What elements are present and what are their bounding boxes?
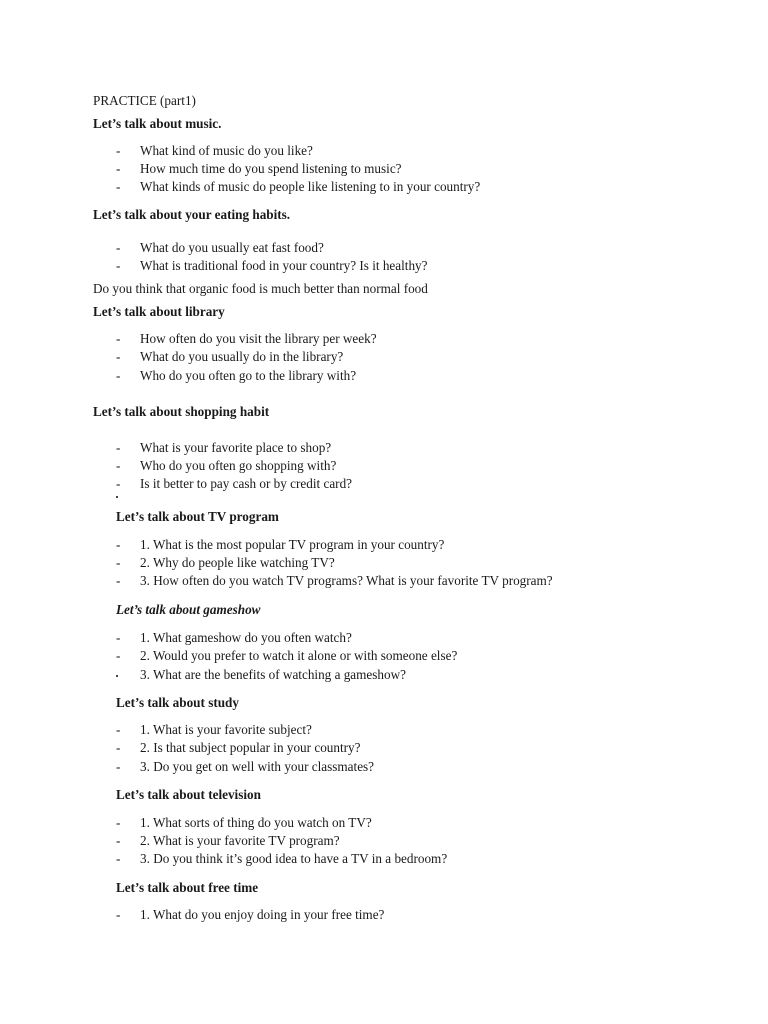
question-item: How much time do you spend listening to music? <box>140 161 402 176</box>
section-heading-music: Let’s talk about music. <box>93 116 222 131</box>
stray-dot-mark <box>116 496 118 498</box>
bullet-dash: - <box>116 573 121 588</box>
question-item: 1. What gameshow do you often watch? <box>140 630 352 645</box>
bullet-dash: - <box>116 349 121 364</box>
bullet-dash: - <box>116 368 121 383</box>
section-heading-free-time: Let’s talk about free time <box>116 880 259 895</box>
bullet-dash: - <box>116 476 121 491</box>
bullet-dash: - <box>116 143 121 158</box>
question-item: 3. How often do you watch TV programs? What is your favorite TV program? <box>140 573 553 588</box>
bullet-dash: - <box>116 458 121 473</box>
question-item: 3. Do you get on well with your classmates? <box>140 759 375 774</box>
bullet-dash: - <box>116 740 121 755</box>
question-item: What kind of music do you like? <box>140 143 313 158</box>
question-item: 1. What do you enjoy doing in your free time? <box>140 907 385 922</box>
bullet-dash: - <box>116 630 121 645</box>
section-heading-library: Let’s talk about library <box>93 304 225 319</box>
question-item: What is traditional food in your country? Is it healthy? <box>140 258 428 273</box>
question-item: 2. Would you prefer to watch it alone or with someone else? <box>140 648 458 663</box>
question-item: 2. What is your favorite TV program? <box>140 833 340 848</box>
question-item: 2. Why do people like watching TV? <box>140 555 335 570</box>
bullet-dash: - <box>116 537 121 552</box>
question-item: Who do you often go shopping with? <box>140 458 337 473</box>
question-item: 3. Do you think it’s good idea to have a TV in a bedroom? <box>140 851 448 866</box>
question-item: Who do you often go to the library with? <box>140 368 357 383</box>
bullet-dash: - <box>116 161 121 176</box>
section-heading-gameshow: Let’s talk about gameshow <box>116 602 261 617</box>
section-heading-television: Let’s talk about television <box>116 787 261 802</box>
section-heading-shopping: Let’s talk about shopping habit <box>93 404 270 419</box>
section-heading-tv-program: Let’s talk about TV program <box>116 509 279 524</box>
bullet-dash: - <box>116 440 121 455</box>
bullet-dash: - <box>116 722 121 737</box>
bullet-dash: - <box>116 815 121 830</box>
bullet-dash: - <box>116 331 121 346</box>
question-item: 2. Is that subject popular in your country? <box>140 740 361 755</box>
bullet-dash: - <box>116 258 121 273</box>
stray-dot-mark <box>116 675 118 677</box>
page-title: PRACTICE (part1) <box>93 93 196 108</box>
bullet-dash: - <box>116 555 121 570</box>
question-item: How often do you visit the library per week? <box>140 331 377 346</box>
question-item: What do you usually do in the library? <box>140 349 344 364</box>
bullet-dash: - <box>116 759 121 774</box>
bullet-dash: - <box>116 907 121 922</box>
bullet-dash: - <box>116 833 121 848</box>
bullet-dash: - <box>116 179 121 194</box>
question-item: What is your favorite place to shop? <box>140 440 332 455</box>
question-item: 3. What are the benefits of watching a gameshow? <box>140 667 406 682</box>
question-item: What kinds of music do people like listening to in your country? <box>140 179 481 194</box>
bullet-dash: - <box>116 648 121 663</box>
section-heading-study: Let’s talk about study <box>116 695 239 710</box>
bullet-dash: - <box>116 240 121 255</box>
question-item: 1. What is your favorite subject? <box>140 722 312 737</box>
organic-food-question: Do you think that organic food is much better than normal food <box>93 281 428 296</box>
bullet-dash: - <box>116 851 121 866</box>
question-item: What do you usually eat fast food? <box>140 240 324 255</box>
question-item: 1. What sorts of thing do you watch on TV? <box>140 815 372 830</box>
section-heading-eating-habits: Let’s talk about your eating habits. <box>93 207 291 222</box>
question-item: Is it better to pay cash or by credit card? <box>140 476 353 491</box>
question-item: 1. What is the most popular TV program in your country? <box>140 537 445 552</box>
